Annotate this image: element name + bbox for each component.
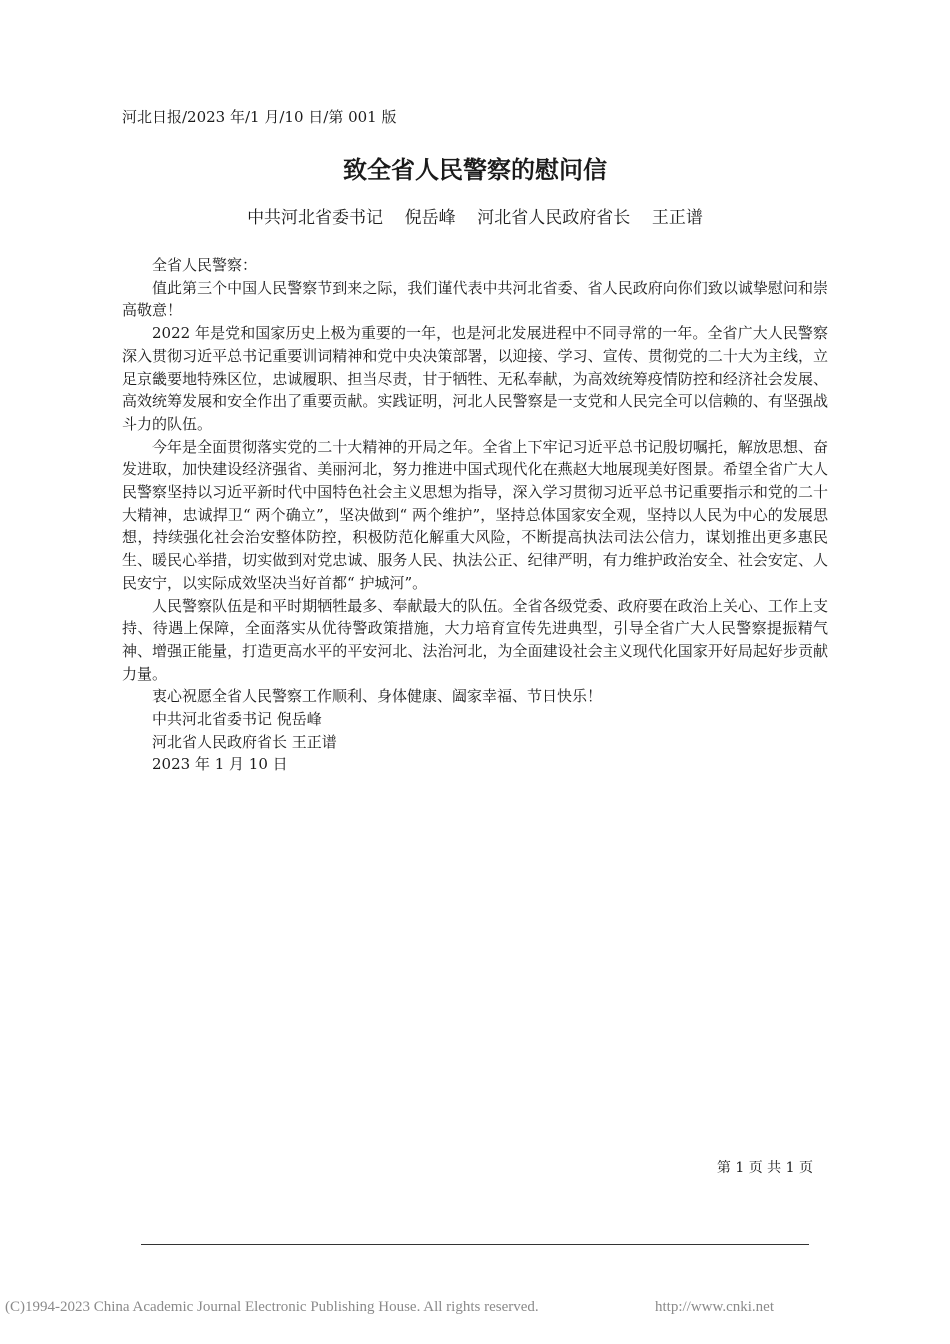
article-byline: 中共河北省委书记 倪岳峰 河北省人民政府省长 王正谱 <box>247 208 703 228</box>
page-number: 第 1 页 共 1 页 <box>716 1160 813 1176</box>
article-body <box>122 254 828 776</box>
cnki-link[interactable]: http://www.cnki.net <box>655 1299 775 1315</box>
paragraph: 衷心祝愿全省人民警察工作顺利、身体健康、阖家幸福、节日快乐！ <box>152 687 603 706</box>
copyright-notice: (C)1994-2023 China Academic Journal Electronic Publishing House. All rights reserved. <box>5 1299 539 1315</box>
signature-governor: 河北省人民政府省长 王正谱 <box>152 732 337 751</box>
paragraph: 今年是全面贯彻落实党的二十大精神的开局之年。全省上下牢记习近平总书记殷切嘱托，解放思想、奋发进取，加快建设经济强省、美丽河北，努力推进中国式现代化在燕赵大地展现美好图景。希望全省广大人民警察坚持以习近平新时代中国特色社会主义思想为指导，深入学习贯彻习近平总书记重要指示和党的二十大精神，忠诚捍卫“ 两个确立”，坚决做到“ 两个维护”，坚持总体国家安全观，坚持以人民为中心的发展思想，持续强化社会治安整体防控，积极防范化解重大风险，不断提高执法司法公信力，谋划推出更多惠民生、暖民心举措，切实做到对党忠诚、服务人民、执法公正、纪律严明，有力维护政治安全、社会安定、人民安宁，以实际成效坚决当好首都“ 护城河”。 <box>122 437 828 592</box>
salutation: 全省人民警察： <box>152 256 258 274</box>
paragraph: 人民警察队伍是和平时期牺牲最多、奉献最大的队伍。全省各级党委、政府要在政治上关心、工作上支持、待遇上保障，全面落实从优待警政策措施，大力培育宣传先进典型，引导全省广大人民警察提振精气神、增强正能量，打造更高水平的平安河北、法治河北，为全面建设社会主义现代化国家开好局起好步贡献力量。 <box>122 596 828 683</box>
paragraph: 2022 年是党和国家历史上极为重要的一年，也是河北发展进程中不同寻常的一年。全省广大人民警察深入贯彻习近平总书记重要训词精神和党中央决策部署，以迎接、学习、宣传、贯彻党的二十大为主线，立足京畿要地特殊区位，忠诚履职、担当尽责，甘于牺牲、无私奉献，为高效统筹疫情防控和经济社会发展、高效统筹发展和安全作出了重要贡献。实践证明，河北人民警察是一支党和人民完全可以信赖的、有坚强战斗力的队伍。 <box>122 324 828 433</box>
letter-date: 2023 年 1 月 10 日 <box>152 755 288 774</box>
paragraph: 值此第三个中国人民警察节到来之际，我们谨代表中共河北省委、省人民政府向你们致以诚挚慰问和崇高敬意！ <box>122 278 828 320</box>
footer-divider <box>141 1244 809 1245</box>
article-title: 致全省人民警察的慰问信 <box>343 156 607 184</box>
signature-party-secretary: 中共河北省委书记 倪岳峰 <box>152 710 322 729</box>
newspaper-source: 河北日报/2023 年/1 月/10 日/第 001 版 <box>122 108 397 126</box>
